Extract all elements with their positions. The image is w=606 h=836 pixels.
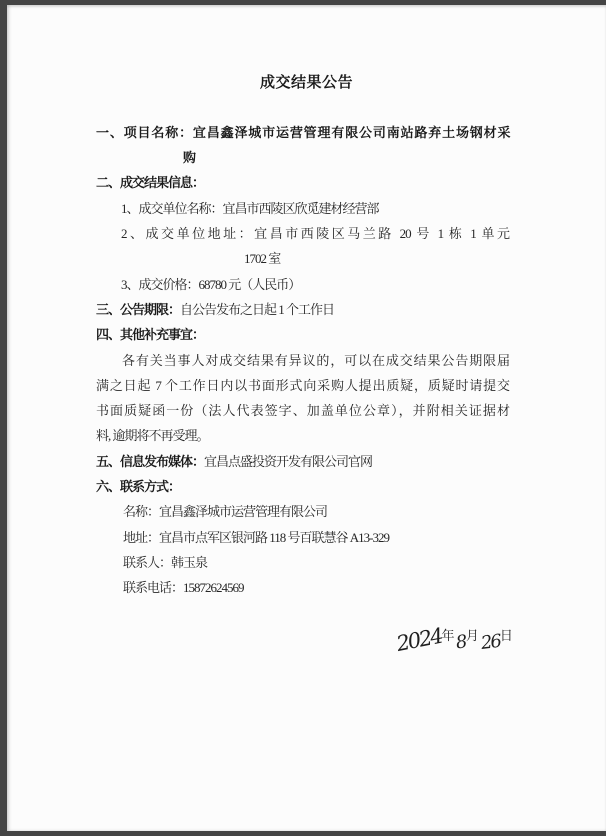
section-1-content-continuation: 购: [183, 150, 196, 165]
section-5-content: 宜昌点盛投资开发有限公司官网: [204, 454, 373, 469]
result-item-1: [121, 200, 379, 217]
section-3-content: 自公告发布之日起 1 个工作日: [180, 302, 335, 317]
contact-address: [123, 529, 389, 546]
contact-phone-value: 15872624569: [183, 580, 244, 595]
section-2-heading: 二、成交结果信息：: [96, 175, 205, 190]
year-character: 年: [441, 628, 455, 643]
contact-name-value: 宜昌鑫泽城市运营管理有限公司: [159, 504, 328, 519]
result-item-2: [121, 225, 509, 242]
section-4-heading: 四、其他补充事宜：: [96, 327, 205, 342]
result-item-3: [121, 276, 300, 293]
contact-name-label: 名称：: [123, 504, 160, 519]
section-4-paragraph-line-3: 书面质疑函一份（法人代表签字、加盖单位公章），并附相关证据材: [96, 403, 509, 418]
section-4-paragraph-line-4: 料, 逾期将不再受理。: [96, 428, 209, 443]
result-item-3-value: 68780 元（人民币）: [198, 277, 301, 292]
signature-date: [394, 621, 514, 656]
section-3-heading: [96, 301, 334, 318]
section-5-label: 五、信息发布媒体：: [96, 454, 205, 469]
section-1-content: 宜昌鑫泽城市运营管理有限公司南站路弃土场钢材采: [192, 125, 509, 140]
contact-phone: [123, 579, 244, 596]
contact-person-value: 韩玉泉: [171, 555, 208, 570]
contact-address-value: 宜昌市点军区银河路 118 号百联慧谷 A13-329: [159, 530, 390, 545]
section-1-heading: [96, 124, 509, 141]
result-item-1-value: 宜昌市西陵区欣觅建材经营部: [222, 201, 379, 216]
handwritten-day: 26: [479, 630, 502, 655]
section-5-heading: [96, 453, 372, 470]
handwritten-month: 8: [455, 631, 468, 654]
section-1-label: 一、项目名称：: [96, 125, 193, 140]
contact-name: [123, 503, 327, 520]
result-item-2-value: 宜昌市西陵区马兰路 20 号 1 栋 1 单元: [254, 226, 509, 241]
section-3-label: 三、公告期限：: [96, 302, 181, 317]
contact-address-label: 地址：: [123, 530, 160, 545]
handwritten-year: 2024: [394, 623, 444, 656]
result-item-2-label: 2、成交单位地址：: [121, 226, 255, 241]
section-4-paragraph-line-1: 各有关当事人对成交结果有异议的，可以在成交结果公告期限届: [122, 353, 509, 368]
month-character: 月: [465, 628, 479, 643]
day-character: 日: [499, 628, 513, 643]
result-item-3-label: 3、成交价格：: [121, 277, 199, 292]
announcement-title: 成交结果公告: [259, 75, 353, 91]
result-item-2-value-continuation: 1702 室: [244, 251, 281, 266]
contact-person-label: 联系人：: [123, 555, 172, 570]
contact-phone-label: 联系电话：: [123, 580, 184, 595]
contact-person: [123, 554, 207, 571]
document-page: [7, 5, 606, 831]
section-6-heading: 六、联系方式：: [96, 479, 181, 494]
section-4-paragraph-line-2: 满之日起 7 个工作日内以书面形式向采购人提出质疑，质疑时请提交: [96, 378, 509, 393]
result-item-1-label: 1、成交单位名称：: [121, 201, 223, 216]
